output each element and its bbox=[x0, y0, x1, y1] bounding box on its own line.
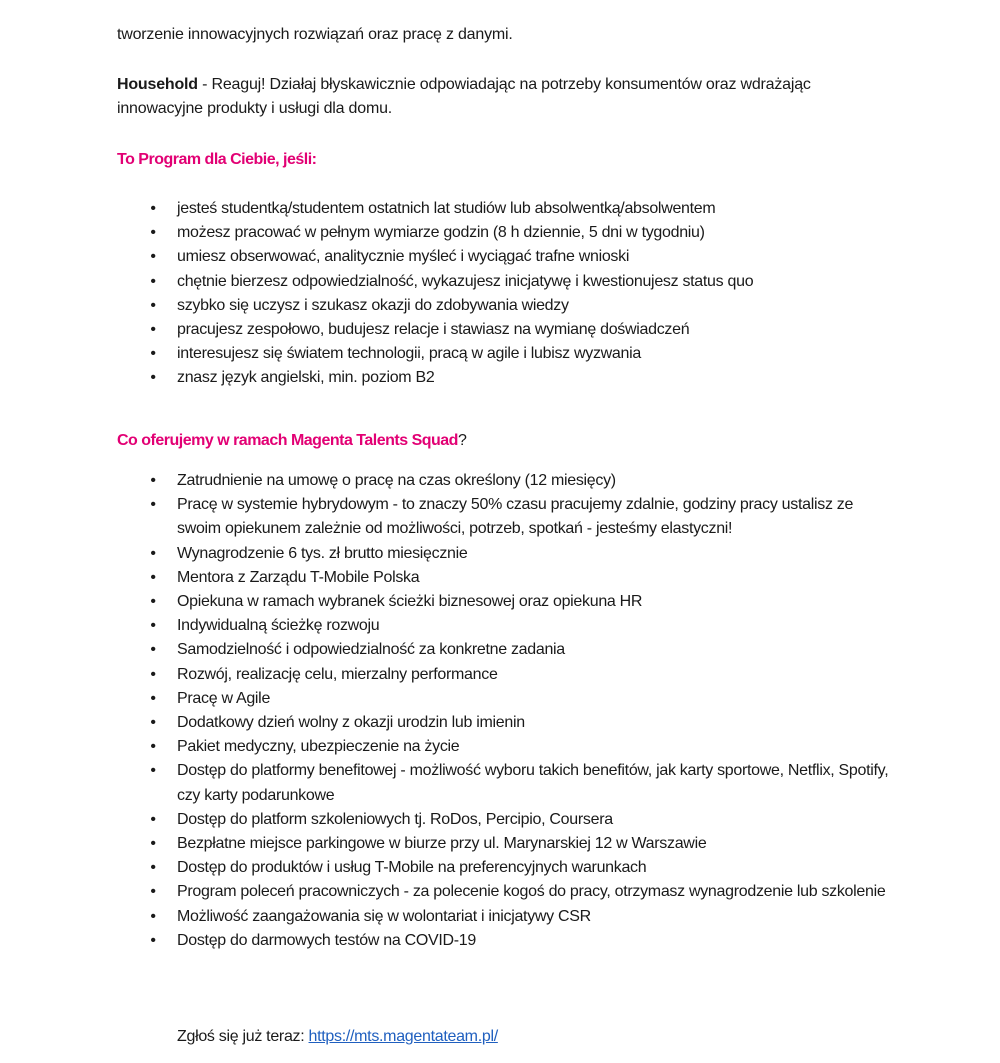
offer-item-text: Bezpłatne miejsce parkingowe w biurze przy ul. Marynarskiej 12 w Warszawie bbox=[177, 835, 707, 853]
offer-item bbox=[117, 759, 897, 807]
bullet-icon: • bbox=[150, 617, 156, 635]
offer-item bbox=[117, 687, 897, 711]
for-you-item bbox=[117, 366, 897, 390]
bullet-icon: • bbox=[150, 568, 156, 586]
offer-item bbox=[117, 638, 897, 662]
offer-item-text: Program poleceń pracowniczych - za polecenie kogoś do pracy, otrzymasz wynagrodzenie lub szkolenie bbox=[177, 883, 886, 901]
offer-item bbox=[117, 542, 897, 566]
offer-list bbox=[117, 469, 897, 953]
intro-continuation-text: tworzenie innowacyjnych rozwiązań oraz pracę z danymi. bbox=[117, 26, 513, 43]
offer-item-text: Pracę w systemie hybrydowym - to znaczy 50% czasu pracujemy zdalnie, godziny pracy ustalisz ze swoim opiekunem zależnie od możliwości, potrzeb, spotkań - jesteśmy elastyczni! bbox=[177, 496, 854, 538]
bullet-icon: • bbox=[150, 859, 156, 877]
bullet-icon: • bbox=[150, 296, 156, 314]
bullet-icon: • bbox=[150, 883, 156, 901]
for-you-item bbox=[117, 270, 897, 294]
bullet-icon: • bbox=[150, 369, 156, 387]
for-you-heading: To Program dla Ciebie, jeśli: bbox=[117, 151, 317, 168]
for-you-item bbox=[117, 245, 897, 269]
for-you-item-text: interesujesz się światem technologii, pracą w agile i lubisz wyzwania bbox=[177, 345, 641, 363]
offer-item bbox=[117, 711, 897, 735]
offer-item-text: Dostęp do platform szkoleniowych tj. RoDos, Percipio, Coursera bbox=[177, 810, 613, 828]
for-you-item-text: umiesz obserwować, analitycznie myśleć i wyciągać trafne wnioski bbox=[177, 248, 630, 266]
offer-item-text: Opiekuna w ramach wybranek ścieżki biznesowej oraz opiekuna HR bbox=[177, 593, 643, 611]
bullet-icon: • bbox=[150, 810, 156, 828]
bullet-icon: • bbox=[150, 738, 156, 756]
bullet-icon: • bbox=[150, 224, 156, 242]
offer-item-text: Zatrudnienie na umowę o pracę na czas określony (12 miesięcy) bbox=[177, 472, 616, 489]
offer-item bbox=[117, 929, 897, 953]
for-you-item-text: pracujesz zespołowo, budujesz relacje i stawiasz na wymianę doświadczeń bbox=[177, 321, 690, 339]
bullet-icon: • bbox=[150, 200, 156, 217]
for-you-item-text: szybko się uczysz i szukasz okazji do zdobywania wiedzy bbox=[177, 296, 569, 314]
offer-item-text: Samodzielność i odpowiedzialność za konkretne zadania bbox=[177, 641, 565, 659]
offer-item bbox=[117, 880, 897, 904]
offer-item bbox=[117, 663, 897, 687]
apply-now-label: Zgłoś się już teraz: bbox=[177, 1028, 309, 1045]
offer-item bbox=[117, 735, 897, 759]
bullet-icon: • bbox=[150, 345, 156, 363]
for-you-item-text: możesz pracować w pełnym wymiarze godzin (8 h dziennie, 5 dni w tygodniu) bbox=[177, 224, 705, 242]
offer-item bbox=[117, 905, 897, 929]
for-you-item-text: jesteś studentką/studentem ostatnich lat studiów lub absolwentką/absolwentem bbox=[177, 200, 716, 217]
household-description: - Reaguj! Działaj błyskawicznie odpowiadając na potrzeby konsumentów oraz wdrażając innowacyjne produkty i usługi dla domu. bbox=[117, 76, 811, 117]
offer-item-text: Mentora z Zarządu T-Mobile Polska bbox=[177, 568, 420, 586]
apply-link[interactable]: https://mts.magentateam.pl/ bbox=[308, 1028, 498, 1045]
offer-item-text: Pracę w Agile bbox=[177, 689, 271, 707]
offer-item-text: Wynagrodzenie 6 tys. zł brutto miesięcznie bbox=[177, 544, 468, 562]
offer-item bbox=[117, 808, 897, 832]
offer-item bbox=[117, 566, 897, 590]
offer-item bbox=[117, 856, 897, 880]
bullet-icon: • bbox=[150, 321, 156, 339]
bullet-icon: • bbox=[150, 641, 156, 659]
bullet-icon: • bbox=[150, 907, 156, 925]
offer-item bbox=[117, 469, 897, 493]
bullet-icon: • bbox=[150, 689, 156, 707]
bullet-icon: • bbox=[150, 248, 156, 266]
for-you-item bbox=[117, 342, 897, 366]
offer-item-text: Dostęp do darmowych testów na COVID-19 bbox=[177, 931, 476, 949]
household-lead: Household bbox=[117, 76, 198, 93]
bullet-icon: • bbox=[150, 665, 156, 683]
household-paragraph bbox=[117, 73, 897, 121]
offer-heading-suffix: ? bbox=[457, 432, 467, 449]
for-you-item bbox=[117, 294, 897, 318]
bullet-icon: • bbox=[150, 472, 156, 489]
bullet-icon: • bbox=[150, 931, 156, 949]
offer-item-text: Rozwój, realizację celu, mierzalny performance bbox=[177, 665, 498, 683]
offer-item-text: Możliwość zaangażowania się w wolontariat i inicjatywy CSR bbox=[177, 907, 591, 925]
offer-item-text: Pakiet medyczny, ubezpieczenie na życie bbox=[177, 738, 460, 756]
apply-now-line bbox=[177, 1025, 498, 1049]
offer-heading bbox=[117, 429, 466, 453]
for-you-item-text: chętnie bierzesz odpowiedzialność, wykazujesz inicjatywę i kwestionujesz status quo bbox=[177, 272, 754, 290]
bullet-icon: • bbox=[150, 544, 156, 562]
offer-item-text: Dodatkowy dzień wolny z okazji urodzin lub imienin bbox=[177, 714, 525, 732]
offer-item-text: Dostęp do platformy benefitowej - możliwość wyboru takich benefitów, jak karty sportowe, Netflix, Spotify, czy karty podarunkowe bbox=[177, 762, 889, 804]
bullet-icon: • bbox=[150, 762, 156, 780]
offer-item-text: Indywidualną ścieżkę rozwoju bbox=[177, 617, 380, 635]
offer-item bbox=[117, 590, 897, 614]
bullet-icon: • bbox=[150, 835, 156, 853]
bullet-icon: • bbox=[150, 496, 156, 514]
offer-item-text: Dostęp do produktów i usług T-Mobile na preferencyjnych warunkach bbox=[177, 859, 647, 877]
bullet-icon: • bbox=[150, 272, 156, 290]
offer-item bbox=[117, 614, 897, 638]
offer-item bbox=[117, 493, 897, 541]
bullet-icon: • bbox=[150, 593, 156, 611]
offer-heading-text: Co oferujemy w ramach Magenta Talents Squad bbox=[117, 432, 458, 449]
for-you-item bbox=[117, 318, 897, 342]
for-you-item bbox=[117, 221, 897, 245]
bullet-icon: • bbox=[150, 714, 156, 732]
offer-item bbox=[117, 832, 897, 856]
for-you-list bbox=[117, 197, 897, 391]
for-you-item-text: znasz język angielski, min. poziom B2 bbox=[177, 369, 435, 387]
intro-continuation-paragraph bbox=[117, 23, 897, 47]
for-you-item bbox=[117, 197, 897, 221]
